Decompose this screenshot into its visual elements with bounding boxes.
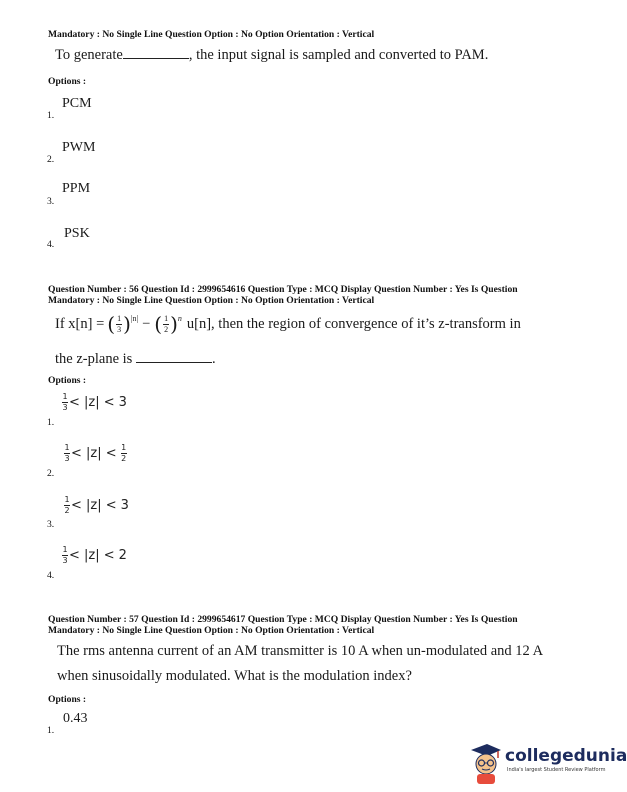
q56-text-line2: the z-plane is — [55, 351, 133, 367]
inequality-middle: < |z| < — [71, 446, 117, 461]
inequality-middle: < |z| < — [69, 395, 115, 410]
q56-option-2-number: 2. — [47, 468, 55, 479]
q57-option-1-text: 0.43 — [63, 711, 88, 726]
close-paren: ) — [123, 312, 131, 336]
logo-wordmark: collegedunia — [505, 746, 627, 766]
q57-options-label: Options : — [48, 694, 87, 705]
q55-question-text — [55, 46, 488, 64]
q57-option-1-number: 1. — [47, 725, 55, 736]
q55-option-4-text: PSK — [64, 226, 90, 241]
q55-text-start: To generate — [55, 47, 123, 63]
exponent-n: n — [177, 313, 182, 323]
inequality-middle: < |z| < — [69, 548, 115, 563]
exponent-abs-n: |n| — [130, 313, 139, 323]
q55-option-1-number: 1. — [47, 110, 55, 121]
q56-option-1-expression — [61, 393, 127, 412]
q57-meta-line-1: Question Number : 57 Question Id : 2999654617 Question Type : MCQ Display Question Number : Yes Is Question — [48, 614, 518, 625]
fraction-lhs: $\frac{1}{2}$ — [64, 495, 70, 515]
q56-option-4-expression — [61, 546, 127, 565]
q57-question-line-1: The rms antenna current of an AM transmitter is 10 A when un-modulated and 12 A — [57, 643, 544, 659]
q56-meta-line-2: Mandatory : No Single Line Question Option : No Option Orientation : Vertical — [48, 295, 375, 306]
q55-text-end: , the input signal is sampled and converted to PAM. — [188, 47, 489, 63]
fraction-one-third: $\frac{1}{3}$ — [117, 313, 122, 334]
q55-option-2-text: PWM — [62, 140, 96, 155]
fraction-lhs: $\frac{1}{3}$ — [62, 545, 68, 565]
minus-sign: − — [142, 315, 151, 332]
q57-meta-line-2: Mandatory : No Single Line Question Option : No Option Orientation : Vertical — [48, 625, 375, 636]
open-paren: ( — [154, 312, 163, 336]
q55-option-2-number: 2. — [47, 154, 55, 165]
q56-option-1-number: 1. — [47, 417, 55, 428]
q56-option-2-expression — [63, 444, 128, 463]
q57-question-line-2: when sinusoidally modulated. What is the modulation index? — [57, 668, 412, 684]
q56-options-label: Options : — [48, 375, 87, 386]
q56-text-if: If x[n] = — [55, 315, 105, 332]
open-paren: ( — [107, 312, 116, 336]
answer-blank — [123, 46, 189, 59]
q56-option-3-number: 3. — [47, 519, 55, 530]
close-paren: ) — [170, 312, 178, 336]
q56-text-rest: u[n], then the region of convergence of it’s z-transform in — [186, 315, 521, 332]
q56-option-4-number: 4. — [47, 570, 55, 581]
q55-option-1-text: PCM — [62, 96, 92, 111]
logo-tagline: India's largest Student Review Platform — [507, 767, 606, 773]
collegedunia-logo — [467, 740, 627, 786]
fraction-lhs: $\frac{1}{3}$ — [62, 392, 68, 412]
fraction-rhs: $\frac{1}{2}$ — [121, 443, 127, 463]
bound-rhs: 3 — [120, 498, 129, 513]
q55-option-3-number: 3. — [47, 196, 55, 207]
answer-blank — [136, 350, 212, 363]
q55-option-3-text: PPM — [62, 181, 91, 196]
q56-question-text-line2: the z-plane is . — [55, 351, 216, 367]
inequality-middle: < |z| < — [71, 498, 117, 513]
q56-option-3-expression — [63, 496, 129, 515]
fraction-one-half: $\frac{1}{2}$ — [164, 313, 169, 334]
q56-question-text — [55, 314, 521, 334]
bound-rhs: 3 — [118, 395, 127, 410]
fraction-lhs: $\frac{1}{3}$ — [64, 443, 70, 463]
q55-options-label: Options : — [48, 76, 87, 87]
student-mascot-icon — [467, 740, 503, 786]
q55-option-4-number: 4. — [47, 239, 55, 250]
q56-meta-line-1: Question Number : 56 Question Id : 2999654616 Question Type : MCQ Display Question Number : Yes Is Question — [48, 284, 518, 295]
q55-meta-line: Mandatory : No Single Line Question Option : No Option Orientation : Vertical — [48, 29, 375, 40]
bound-rhs: 2 — [118, 548, 127, 563]
